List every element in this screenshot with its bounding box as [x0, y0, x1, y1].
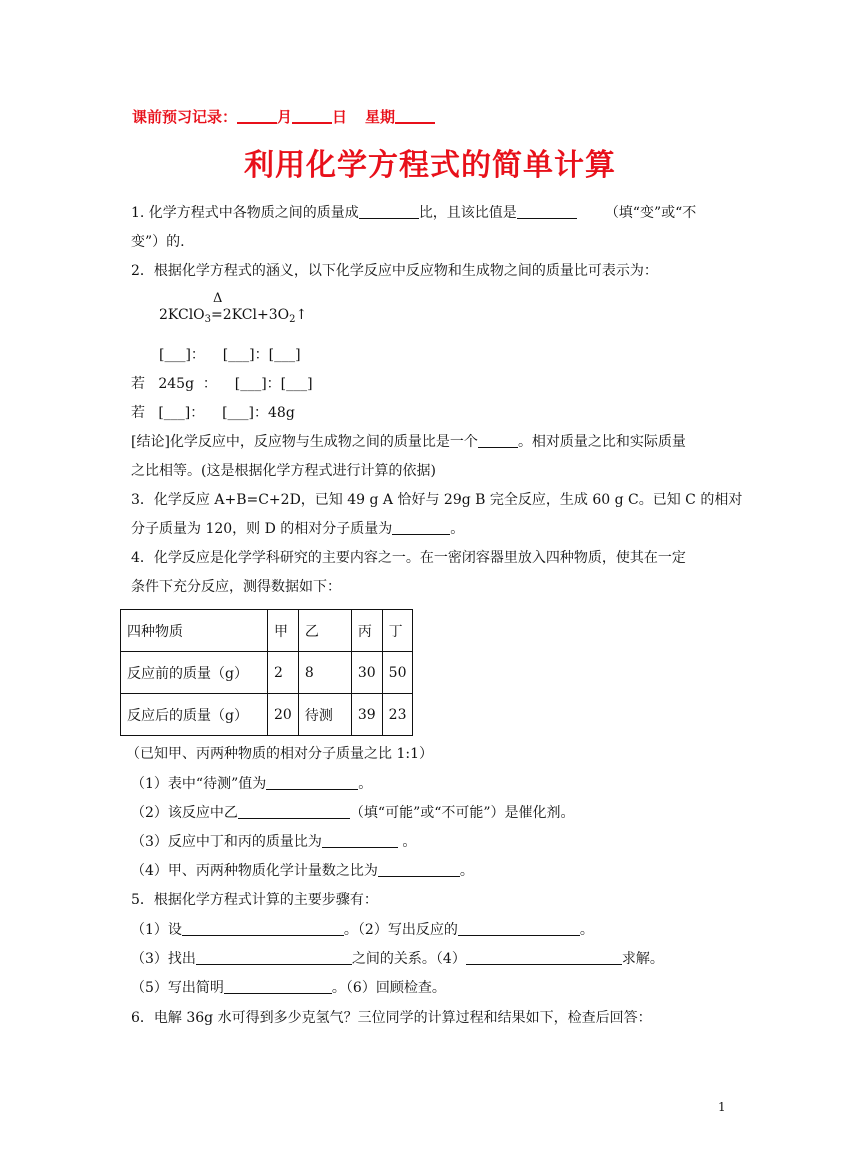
- q5-steps-row-3: [131, 979, 446, 997]
- q4-line1: 4．化学反应是化学学科研究的主要内容之一。在一密闭容器里放入四种物质，使其在一定: [131, 550, 686, 566]
- mass-data-table: [120, 609, 413, 736]
- q4-sub3: [131, 833, 416, 851]
- month-blank[interactable]: [237, 108, 277, 124]
- preview-record-header: [132, 106, 435, 127]
- conclusion-blank[interactable]: [478, 433, 518, 448]
- q4-sub3-end: 。: [397, 834, 417, 850]
- q1-blank-2[interactable]: [517, 204, 577, 219]
- q5-steps-row-2: [131, 950, 664, 968]
- q4-sub3-text: （3）反应中丁和丙的质量比为: [131, 834, 322, 850]
- q4-sub4: [131, 862, 474, 880]
- table-header-row: [121, 610, 413, 652]
- gas-arrow-icon: ↑: [295, 307, 308, 323]
- q2-intro: 2．根据化学方程式的涵义，以下化学反应中反应物和生成物之间的质量比可表示为：: [131, 263, 658, 279]
- table-cell: 20: [268, 694, 299, 736]
- eq-product-subscript: 2: [289, 314, 296, 325]
- table-cell: 待测: [298, 694, 351, 736]
- q5-step3-blank[interactable]: [196, 950, 352, 965]
- q5-step1-blank[interactable]: [182, 921, 344, 936]
- table-cell: 39: [351, 694, 382, 736]
- table-header-cell: 四种物质: [121, 610, 268, 652]
- q4-sub1-text: （1）表中“待测”值为: [131, 776, 267, 792]
- q4-line2: 条件下充分反应，测得数据如下：: [131, 579, 341, 595]
- q6-line1: 6．电解 36g 水可得到多少克氢气？三位同学的计算过程和结果如下，检查后回答：: [131, 1010, 652, 1026]
- q2-ratio-row-3: 若 [___]： [___]：48g: [131, 405, 295, 421]
- heat-delta-symbol: Δ: [213, 291, 223, 306]
- q1-text-a: 1. 化学方程式中各物质之间的质量成: [131, 205, 359, 221]
- conclusion-text-b: 。相对质量之比和实际质量: [517, 434, 686, 450]
- q5-step2-text: 。（2）写出反应的: [343, 922, 458, 938]
- q5-step2-end: 。: [579, 922, 594, 938]
- eq-reactant-subscript: 3: [204, 314, 212, 325]
- q5-step3-text: （3）找出: [131, 951, 196, 967]
- q3-text-a: 分子质量为 120，则 D 的相对分子质量为: [131, 521, 393, 537]
- q5-step5-text: （5）写出简明: [131, 980, 224, 996]
- q5-step5-blank[interactable]: [224, 979, 332, 994]
- q3-text-b: 。: [450, 521, 465, 537]
- day-label: 日: [332, 108, 348, 126]
- table-cell: 反应后的质量（g）: [121, 694, 268, 736]
- q3-line1: 3．化学反应 A+B=C+2D，已知 49 g A 恰好与 29g B 完全反应，生成 60 g C。已知 C 的相对: [131, 492, 743, 508]
- q2-ratio-row-2: 若 245g ： [___]：[___]: [131, 376, 313, 392]
- table-header-cell: 丙: [351, 610, 382, 652]
- q4-sub4-end: 。: [459, 863, 474, 879]
- q5-step4-end: 求解。: [621, 951, 664, 967]
- q4-sub4-text: （4）甲、丙两种物质化学计量数之比为: [131, 863, 378, 879]
- table-cell: 8: [298, 652, 351, 694]
- preview-record-label: 课前预习记录：: [132, 108, 238, 126]
- table-cell: 23: [382, 694, 413, 736]
- eq-sign: =: [211, 307, 223, 323]
- q4-sub4-blank[interactable]: [378, 862, 460, 877]
- q1-text-b: 比，且该比值是: [418, 205, 517, 221]
- month-label: 月: [277, 108, 293, 126]
- table-header-cell: 甲: [268, 610, 299, 652]
- q4-sub2: [131, 804, 575, 822]
- eq-reactant: 2KClO: [159, 307, 205, 323]
- q1-line1: [131, 204, 696, 222]
- weekday-label: 星期: [365, 108, 396, 126]
- day-blank[interactable]: [292, 108, 332, 124]
- table-cell: 2: [268, 652, 299, 694]
- weekday-blank[interactable]: [395, 108, 435, 124]
- conclusion-text-a: [结论]化学反应中，反应物与生成物之间的质量比是一个: [131, 434, 478, 450]
- q5-step2-blank[interactable]: [458, 921, 580, 936]
- table-cell: 反应前的质量（g）: [121, 652, 268, 694]
- table-header-cell: 丁: [382, 610, 413, 652]
- q4-sub2-text: （2）该反应中乙: [131, 805, 238, 821]
- q4-sub2-blank[interactable]: [238, 804, 350, 819]
- eq-product: 2KCl+3O: [222, 307, 290, 323]
- table-cell: 30: [351, 652, 382, 694]
- page-number: 1: [718, 1100, 726, 1114]
- q4-sub2-end: （填“可能”或“不可能”）是催化剂。: [349, 805, 575, 821]
- table-header-cell: 乙: [298, 610, 351, 652]
- q1-text-c: （填“变”或“不: [604, 205, 697, 221]
- q4-sub1-end: 。: [358, 776, 373, 792]
- q2-conclusion-line1: [131, 433, 686, 451]
- q4-sub1-blank[interactable]: [266, 775, 358, 790]
- q2-equation: [159, 291, 308, 325]
- table-row: [121, 694, 413, 736]
- q1-blank-1[interactable]: [359, 204, 419, 219]
- q4-note: （已知甲、丙两种物质的相对分子质量之比 1:1）: [126, 746, 433, 762]
- q5-step4-text: 之间的关系。（4）: [351, 951, 466, 967]
- q4-sub3-blank[interactable]: [322, 833, 398, 848]
- q3-line2: [131, 520, 464, 538]
- q4-sub1: [131, 775, 372, 793]
- q2-ratio-row-1: [___]： [___]：[___]: [159, 347, 301, 363]
- page-title: 利用化学方程式的简单计算: [244, 148, 616, 183]
- q5-step6-text: 。（6）回顾检查。: [331, 980, 446, 996]
- q2-conclusion-line2: 之比相等。(这是根据化学方程式进行计算的依据): [131, 463, 436, 479]
- q5-intro: 5．根据化学方程式计算的主要步骤有：: [131, 892, 378, 908]
- q5-step1-text: （1）设: [131, 922, 182, 938]
- q1-line2: 变”）的.: [131, 234, 185, 250]
- table-row: [121, 652, 413, 694]
- table-cell: 50: [382, 652, 413, 694]
- q3-blank[interactable]: [392, 520, 450, 535]
- q5-step4-blank[interactable]: [466, 950, 622, 965]
- q5-steps-row-1: [131, 921, 594, 939]
